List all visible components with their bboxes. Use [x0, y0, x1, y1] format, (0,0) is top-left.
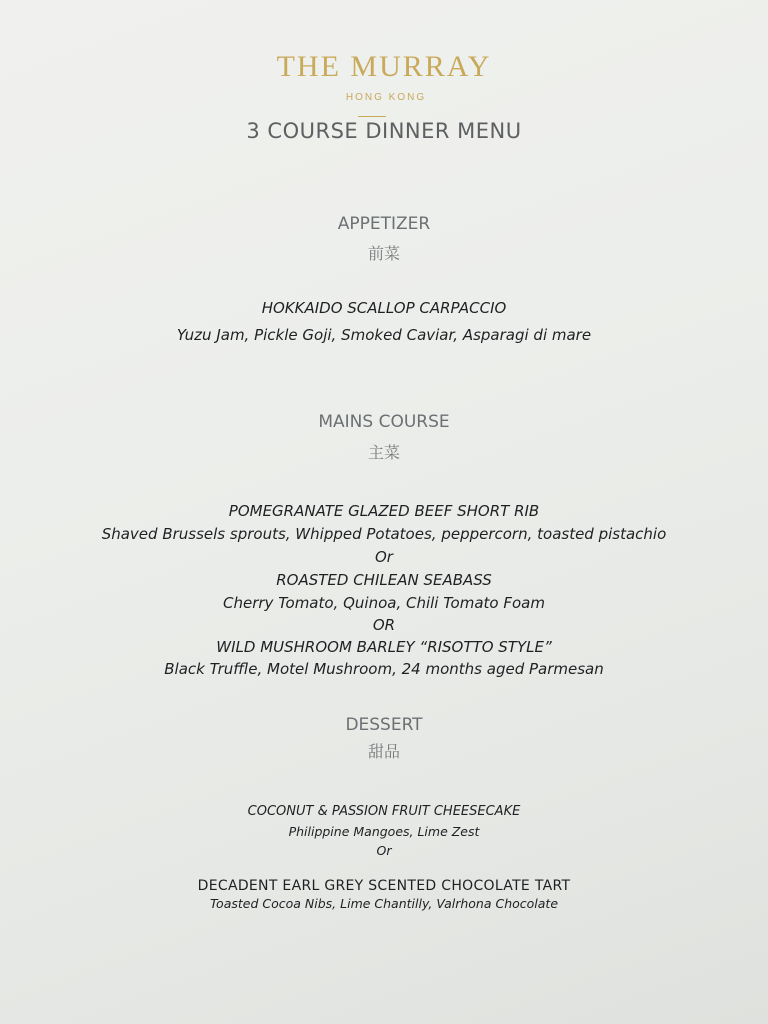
appetizer-dish-description: Yuzu Jam, Pickle Goji, Smoked Caviar, Asparagi di mare — [176, 326, 592, 344]
appetizer-dish-name: HOKKAIDO SCALLOP CARPACCIO — [261, 299, 507, 317]
mains-heading: MAINS COURSE — [318, 412, 450, 432]
brand-location: HONG KONG — [345, 92, 427, 103]
dessert-option2-name: DECADENT EARL GREY SCENTED CHOCOLATE TART — [197, 878, 571, 894]
menu-title: 3 COURSE DINNER MENU — [246, 119, 522, 143]
mains-option1-name: POMEGRANATE GLAZED BEEF SHORT RIB — [228, 502, 540, 520]
dessert-option2-description: Toasted Cocoa Nibs, Lime Chantilly, Valrhona Chocolate — [209, 896, 559, 911]
mains-option2-name: ROASTED CHILEAN SEABASS — [276, 571, 492, 589]
appetizer-heading-cn: 前菜 — [367, 244, 400, 263]
logo-divider — [358, 116, 386, 117]
mains-option2-description: Cherry Tomato, Quinoa, Chili Tomato Foam — [223, 594, 545, 612]
dessert-option1-description: Philippine Mangoes, Lime Zest — [288, 824, 480, 839]
appetizer-heading: APPETIZER — [337, 214, 431, 234]
brand-logo: THE MURRAY — [276, 50, 492, 83]
mains-option3-name: WILD MUSHROOM BARLEY “RISOTTO STYLE” — [216, 638, 552, 656]
mains-option1-description: Shaved Brussels sprouts, Whipped Potatoes, peppercorn, toasted pistachio — [101, 525, 667, 543]
mains-separator-2: OR — [372, 616, 396, 634]
dessert-option1-name: COCONUT & PASSION FRUIT CHEESECAKE — [247, 804, 521, 819]
dessert-separator: Or — [376, 843, 392, 858]
dessert-heading-cn: 甜品 — [367, 742, 400, 761]
mains-option3-description: Black Truffle, Motel Mushroom, 24 months aged Parmesan — [164, 660, 604, 678]
dessert-heading: DESSERT — [345, 715, 423, 735]
mains-separator-1: Or — [375, 548, 393, 566]
mains-heading-cn: 主菜 — [367, 443, 400, 462]
